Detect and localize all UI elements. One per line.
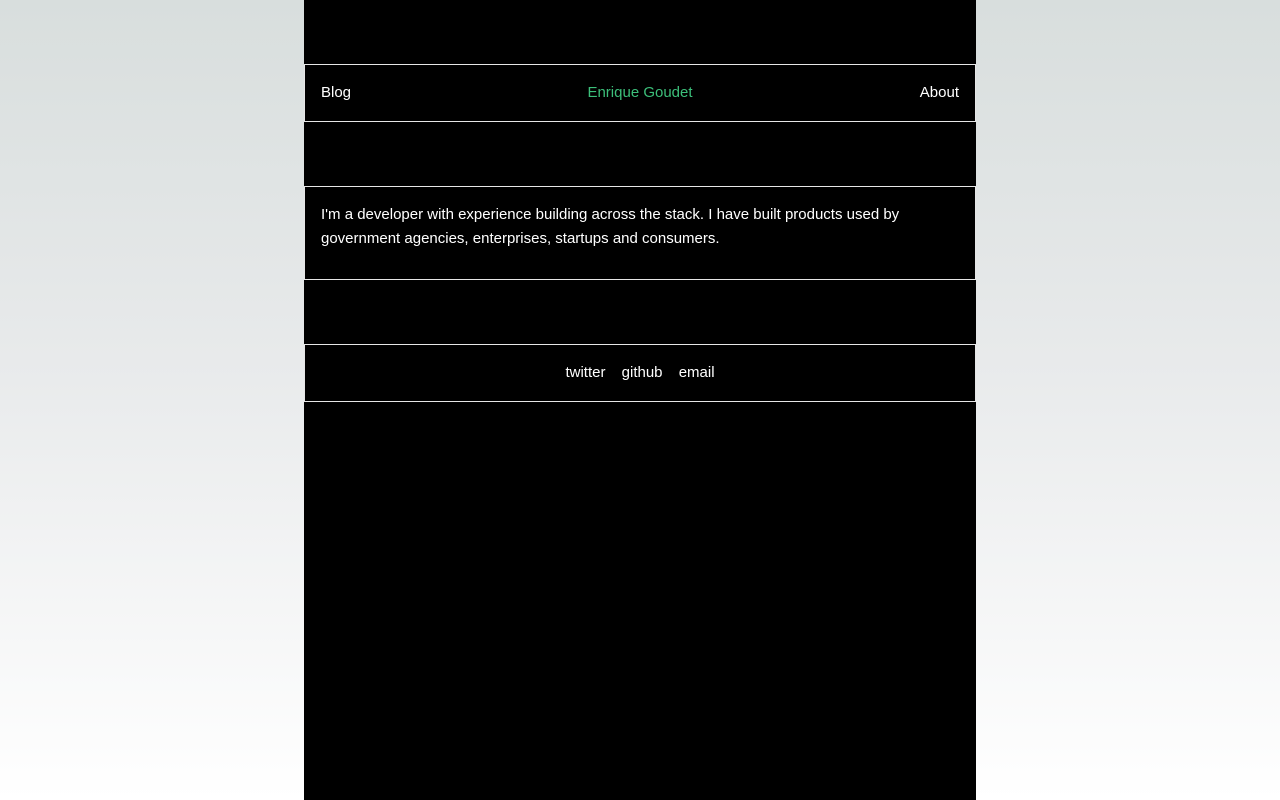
email-link[interactable]: email: [678, 364, 715, 381]
intro-text: I'm a developer with experience building across the stack. I have built products used by government agencies, enterprises, startups and consumers.: [321, 206, 900, 247]
social-links: [305, 345, 975, 401]
nav-link-blog[interactable]: Blog: [321, 84, 352, 101]
nav-link-about[interactable]: About: [919, 84, 959, 101]
intro-card: [304, 186, 976, 280]
site-title-link[interactable]: Enrique Goudet: [587, 84, 693, 101]
page-column: [304, 0, 976, 800]
twitter-link[interactable]: twitter: [565, 364, 606, 381]
github-link[interactable]: github: [621, 364, 663, 381]
social-footer: [304, 344, 976, 402]
top-nav: [304, 64, 976, 122]
